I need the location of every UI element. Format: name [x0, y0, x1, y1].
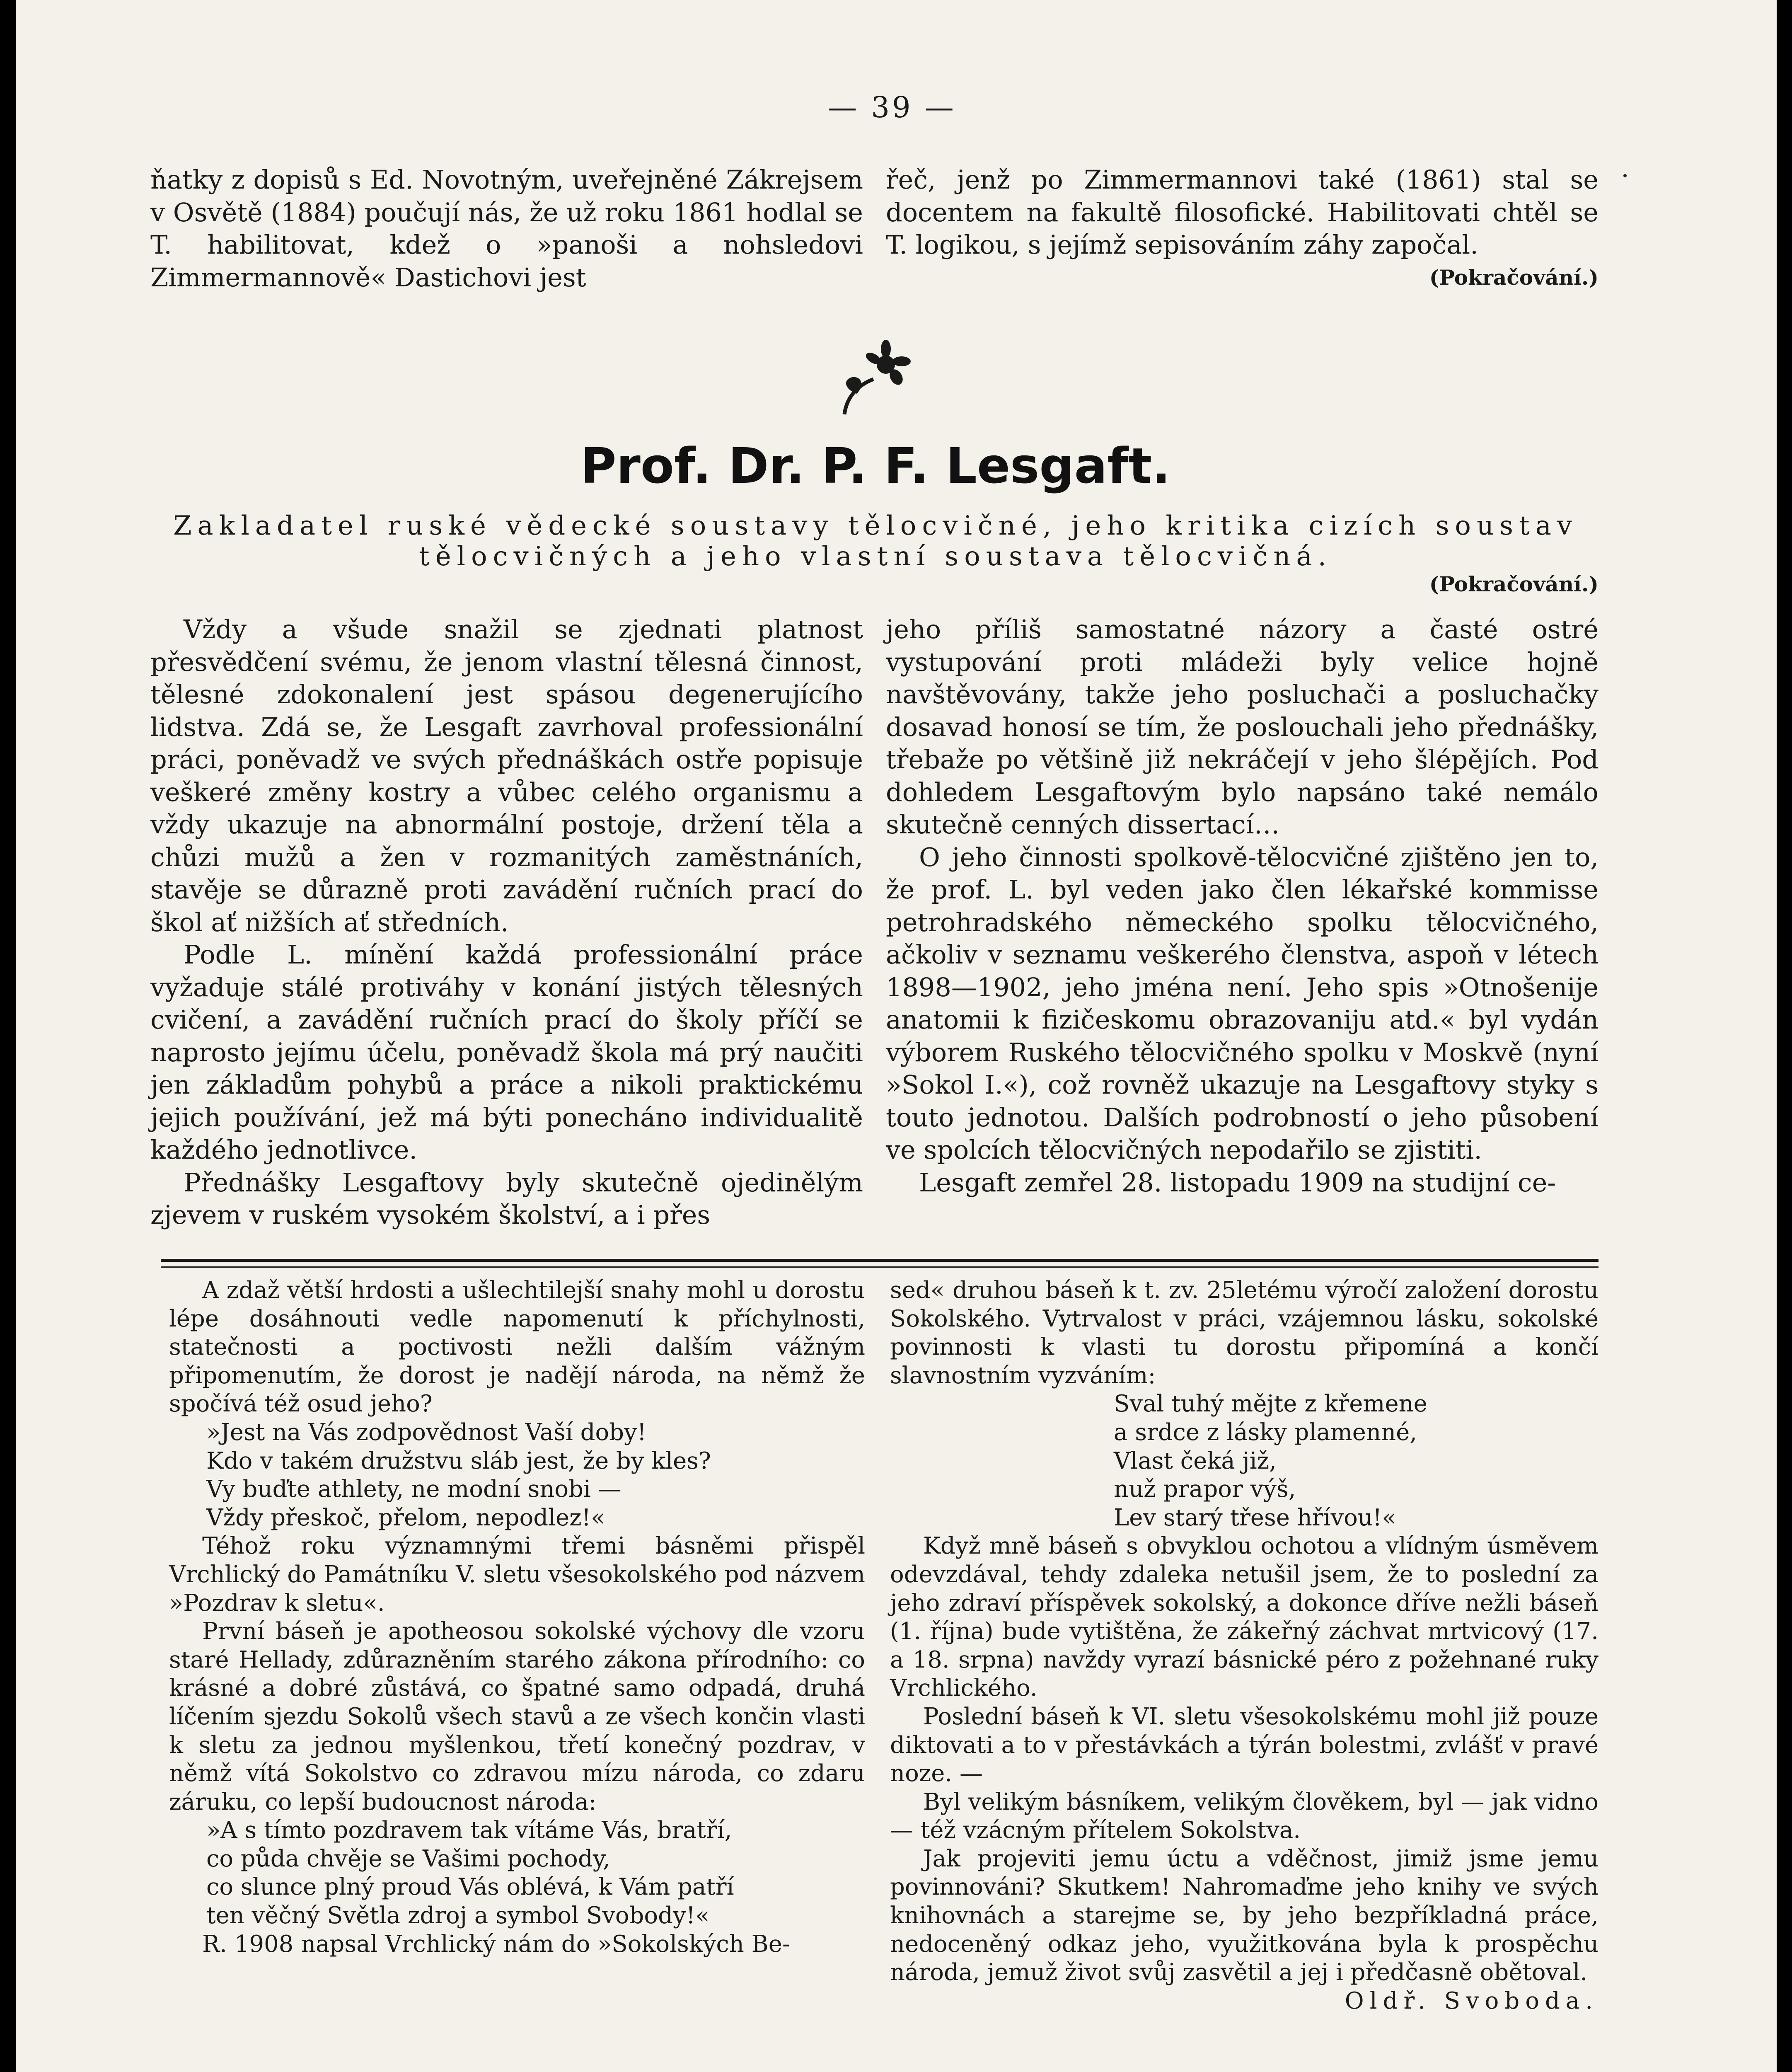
- poem-line: Vlast čeká již,: [1114, 1447, 1277, 1474]
- poem-line: Lev starý třese hřívou!«: [1114, 1504, 1396, 1531]
- poem-line: Kdo v takém družstvu sláb jest, že by kles?: [206, 1447, 711, 1474]
- poem-line: Sval tuhý mějte z křemene: [1114, 1390, 1427, 1418]
- poem-line: co slunce plný proud Vás oblévá, k Vám patří: [206, 1874, 734, 1901]
- signature: Oldř. Svoboda.: [1345, 1987, 1599, 2014]
- paragraph: Když mně báseň s obvyklou ochotou a vlídným úsměvem odevzdával, tehdy zdaleka netušil jsem, že to poslední za jeho zdraví příspěvek sokolský, a dokonce dříve nežli báseň (1. října) bude vytištěna, že zákeřný záchvat mrtvicový (17. a 18. srpna) navždy vyrazí básnické péro z požehnané ruky Vrchlického.: [890, 1532, 1599, 1702]
- poem-line: Vždy přeskoč, přelom, nepodlez!«: [206, 1504, 605, 1531]
- article-left-column: [150, 613, 863, 1232]
- top-left-column: [150, 164, 863, 294]
- subtitle-line-1: Zakladatel ruské vědecké soustavy tělocvičné, jeho kritika cizích soustav: [173, 511, 1578, 541]
- paragraph: Přednášky Lesgaftovy byly skutečně ojedinělým zjevem v ruském vysokém školství, a i přes: [150, 1167, 863, 1230]
- paragraph: O jeho činnosti spolkově-tělocvičné zjištěno jen to, že prof. L. byl veden jako člen lékařské kommisse petrohradského německého spolku tělocvičného, ačkoliv v seznamu veškerého členstva, aspoň v létech 1898—1902, jeho jména není. Jeho spis »Otnošenije anatomii k fizičeskomu obrazovaniju atd.« byl vydán výborem Ruského tělocvičného spolku v Moskvě (nyní »Sokol I.«), což rovněž ukazuje na Lesgaftovy styky s touto jednotou. Dalších podrobností o jeho působení ve spolcích tělocvičných nepodařilo se zjistiti.: [886, 842, 1599, 1165]
- poem-line: »A s tímto pozdravem tak vítáme Vás, bratří,: [206, 1817, 732, 1844]
- poem-line: Vy buďte athlety, ne modní snobi —: [206, 1476, 622, 1503]
- poem-line: co půda chvěje se Vašimi pochody,: [206, 1845, 610, 1872]
- ink-speck: [1623, 174, 1627, 177]
- poem: [890, 1390, 1599, 1532]
- subtitle-line-2: tělocvičných a jeho vlastní soustava tělocvičná.: [419, 541, 1332, 572]
- paragraph: Byl velikým básníkem, velikým člověkem, byl — jak vidno — též vzácným přítelem Sokolstva.: [890, 1788, 1599, 1844]
- paragraph: Podle L. mínění každá professionální práce vyžaduje stálé protiváhy v konání jistých tělesných cvičení, a zavádění ručních prací do školy příčí se naprosto jejímu účelu, poněvadž škola má prý naučiti jen základům pohybů a práce a nikoli praktickému jejich používání, jež má býti ponecháno individualitě každého jednotlivce.: [150, 939, 863, 1165]
- article-title: Prof. Dr. P. F. Lesgaft.: [580, 437, 1170, 494]
- poem-line: a srdce z lásky plamenné,: [1114, 1418, 1417, 1446]
- paragraph: Lesgaft zemřel 28. listopadu 1909 na studijní ce-: [919, 1167, 1556, 1198]
- article-right-column: [886, 613, 1599, 1199]
- paragraph: R. 1908 napsal Vrchlický nám do »Sokolských Be-: [202, 1930, 790, 1958]
- page-number: — 39 —: [828, 90, 956, 124]
- poem: [169, 1816, 865, 1930]
- signature-row: [890, 1987, 1599, 2016]
- article-subtitle: [150, 511, 1601, 572]
- top-right-column: [886, 164, 1599, 294]
- section-divider-thin: [161, 1266, 1599, 1268]
- paragraph: První báseň je apotheosou sokolské výchovy dle vzoru staré Hellady, zdůrazněním starého zákona přírodního: co krásné a dobré zůstává, co špatné samo odpadá, druhá líčením sjezdu Sokolů všech stavů a ze všech končin vlasti k sletu za jednou myšlenkou, třetí konečný pozdrav, v němž vítá Sokolstvo co zdravou mízu národa, co zdaru záruku, co lepší budoucnost národa:: [169, 1618, 865, 1815]
- page: [16, 0, 1777, 2072]
- paragraph: Poslední báseň k VI. sletu všesokolskému mohl již pouze diktovati a to v přestávkách a týrán bolestmi, zvlášť v pravé noze. —: [890, 1703, 1599, 1787]
- continued-note-top: (Pokračování.): [1429, 265, 1599, 290]
- poem-line: ten věčný Světla zdroj a symbol Svobody!«: [206, 1902, 710, 1929]
- bottom-left-column: [169, 1276, 865, 1958]
- flower-ornament-icon: [828, 336, 919, 419]
- paragraph: A zdaž větší hrdosti a ušlechtilejší snahy mohl u dorostu lépe dosáhnouti vedle napomenutí k příchylnosti, statečnosti a poctivosti nežli dalším vážným připomenutím, že dorost je nadějí národa, na němž že spočívá též osud jeho?: [169, 1277, 865, 1418]
- bottom-right-column: [890, 1276, 1599, 2015]
- continued-note-article: (Pokračování.): [1429, 572, 1599, 596]
- top-right-text: řeč, jenž po Zimmermannovi také (1861) stal se docentem na fakultě filosofické. Habilitovati chtěl se T. logikou, s jejímž sepisováním záhy započal.: [886, 165, 1599, 260]
- paragraph: jeho příliš samostatné názory a časté ostré vystupování proti mládeži byly velice hojně navštěvovány, takže jeho posluchači a posluchačky dosavad honosí se tím, že poslouchali jeho přednášky, třebaže po většině již nekráčejí v jeho šlépějích. Pod dohledem Lesgaftovým bylo napsáno také nemálo skutečně cenných dissertací…: [886, 614, 1599, 840]
- poem-line: »Jest na Vás zodpovědnost Vaší doby!: [206, 1418, 647, 1446]
- paragraph: Vždy a všude snažil se zjednati platnost přesvědčení svému, že jenom vlastní tělesná činnost, tělesné zdokonalení jest spásou degenerujícího lidstva. Zdá se, že Lesgaft zavrhoval professionální práci, poněvadž ve svých přednáškách ostře popisuje veškeré změny kostry a vůbec celého organismu a vždy ukazuje na abnormální postoje, držení těla a chůzi mužů a žen v rozmanitých zaměstnáních, stavěje se důrazně proti zavádění ručních prací do škol ať nižších ať středních.: [150, 614, 863, 937]
- paragraph: Jak projeviti jemu úctu a vděčnost, jimiž jsme jemu povinnováni? Skutkem! Nahromaďme jeho knihy ve svých knihovnách a starejme se, by jeho bezpříkladná práce, nedoceněný odkaz jeho, využitkována byla k prospěchu národa, jemuž život svůj zasvětil a jej i předčasně obětoval.: [890, 1845, 1599, 1986]
- paragraph: Téhož roku významnými třemi básněmi přispěl Vrchlický do Památníku V. sletu všesokolského pod názvem »Pozdrav k sletu«.: [169, 1532, 865, 1617]
- top-left-text: ňatky z dopisů s Ed. Novotným, uveřejněné Zákrejsem v Osvětě (1884) poučují nás, že už roku 1861 hodlal se T. habilitovat, kdež o »panoši a nohsledovi Zimmermannově« Dastichovi jest: [150, 165, 863, 293]
- section-divider: [161, 1259, 1599, 1262]
- poem-line: nuž prapor výš,: [1114, 1476, 1296, 1503]
- paragraph: sed« druhou báseň k t. zv. 25letému výročí založení dorostu Sokolského. Vytrvalost v práci, vzájemnou lásku, sokolské povinnosti k vlasti tu dorostu připomíná a končí slavnostním vyzváním:: [890, 1277, 1599, 1389]
- poem: [169, 1418, 865, 1532]
